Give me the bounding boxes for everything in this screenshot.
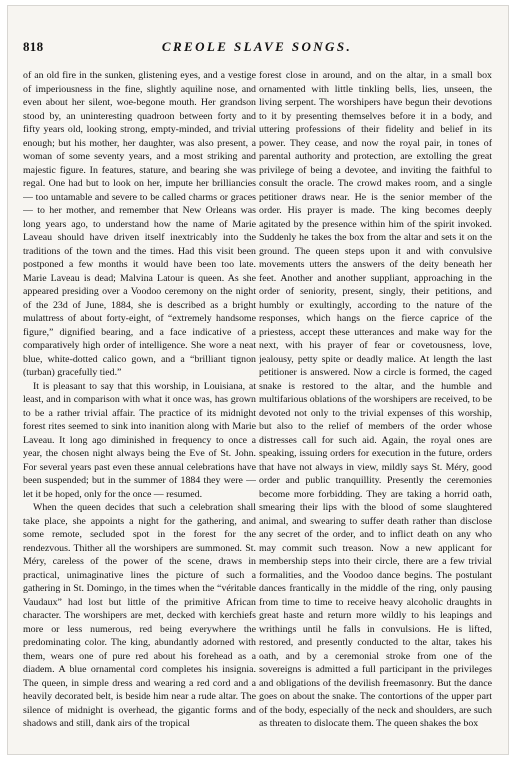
page-number: 818 [23,39,44,54]
right-text-column [259,69,492,739]
paragraph: of an old fire in the sunken, glistening eyes, and a vestige of imperiousness in the fine, slightly aquiline nose, and even about her silent, woe-begone mouth. Her grandson stood by, an uninteresting quadroon between forty and fifty years old, looking strong, empty-minded, and trivial enough; but his mother, her daughter, was also present, a woman of some seventy years, and a most striking and majestic figure. In features, stature, and bearing she was regal. One had but to look on her, impute her brilliancies — too untamable and severe to be called charms or graces — to her mother, and remember that New Orleans was long years ago, to understand how the name of Marie Laveau should have driven itself inextricably into the traditions of the town and the times. Had this visit been postponed a few months it would have been too late. Marie Laveau is dead; Malvina Latour is queen. As she appeared presiding over a Voodoo ceremony on the night of the 23d of June, 1884, she is described as a bright mulattress of about forty-eight, of “extremely handsome figure,” dignified bearing, and a face indicative of a comparatively high order of intelligence. She wore a neat blue, white-dotted calico gown, and a “brilliant tignon (turban) gracefully tied.” [23,70,256,378]
paragraph: forest close in around, and on the altar, in a small box ornamented with little tinkling bells, lies, unseen, the living serpent. The worshipers have begun their devotions to it by presenting themselves before it in a body, and uttering professions of their fidelity and belief in its power. They cease, and now the royal pair, in tones of parental authority and protection, are extolling the great privilege of being a devotee, and inviting the faithful to consult the oracle. The crowd makes room, and a single petitioner draws near. He is the senior member of the order. His prayer is made. The king becomes deeply agitated by the presence within him of the spirit invoked. Suddenly he takes the box from the altar and sets it on the ground. The queen steps upon it and with convulsive movements utters the answers of the deity beneath her feet. Another and another suppliant, approaching in the order of seniority, present, singly, their petitions, and humbly or exultingly, according to the nature of the responses, which hangs on the fierce caprice of the priestess, accept these utterances and make way for the next, with his prayer of fear or covetousness, love, jealousy, petty spite or deadly malice. At length the last petitioner is answered. Now a circle is formed, the caged snake is restored to the altar, and the humble and multifarious oblations of the worshipers are received, to be devoted not only to the trivial expenses of this worship, but also to the relief of members of the order whose distresses call for such aid. Again, the royal ones are speaking, issuing orders for execution in the future, orders that have not always in view, mildly says St. Méry, good order and public tranquillity. Presently the ceremonies become more forbidding. They are taking a horrid oath, smearing their lips with the blood of some slaughtered animal, and swearing to suffer death rather than disclose any secret of the order, and to inflict death on any who may commit such treason. Now a new applicant for membership steps into their circle, there are a few trivial formalities, and the Voodoo dance begins. The postulant dances frantically in the middle of the ring, only pausing from time to time to receive heavy alcoholic draughts in great haste and return more wildly to his leapings and writhings until he falls in convulsions. He is lifted, restored, and presently conducted to the altar, takes his oath, and by a ceremonial stroke from one of the sovereigns is admitted a full participant in the privileges and obligations of the devilish freemasonry. But the dance goes on about the snake. The contortions of the upper part of the body, especially of the neck and shoulders, are such as threaten to dislocate them. The queen shakes the box [259,70,492,729]
paragraph: It is pleasant to say that this worship, in Louisiana, at least, and in comparison with what it once was, has grown to be a rather trivial affair. The practice of its midnight forest rites seemed to sink into inanition along with Marie Laveau. It long ago diminished in frequency to once a year, the chosen night always being the Eve of St. John. For several years past even these annual celebrations have been suspended; but in the summer of 1884 they were — let it be hoped, only for the once — resumed. [23,380,256,500]
left-text-column [23,69,256,739]
page-header [23,39,491,59]
running-title: CREOLE SLAVE SONGS. [161,39,353,54]
paragraph: When the queen decides that such a celebration shall take place, she appoints a night for the gathering, and some remote, secluded spot in the forest for the rendezvous. Thither all the worshipers are summoned. St. Méry, careless of the power of the scene, draws in practical, unimaginative lines the picture of such a gathering in St. Domingo, in the times when the “véritable Vaudaux” had lost but little of the primitive African character. The worshipers are met, decked with kerchiefs more or less numerous, red being everywhere the predominating color. The king, abundantly adorned with them, wears one of pure red about his forehead as a diadem. A blue ornamental cord completes his insignia. The queen, in simple dress and wearing a red cord and a heavily decorated belt, is beside him near a rude altar. The silence of midnight is overhead, the gigantic forms and shadows and still, dank airs of the tropical [23,502,256,729]
